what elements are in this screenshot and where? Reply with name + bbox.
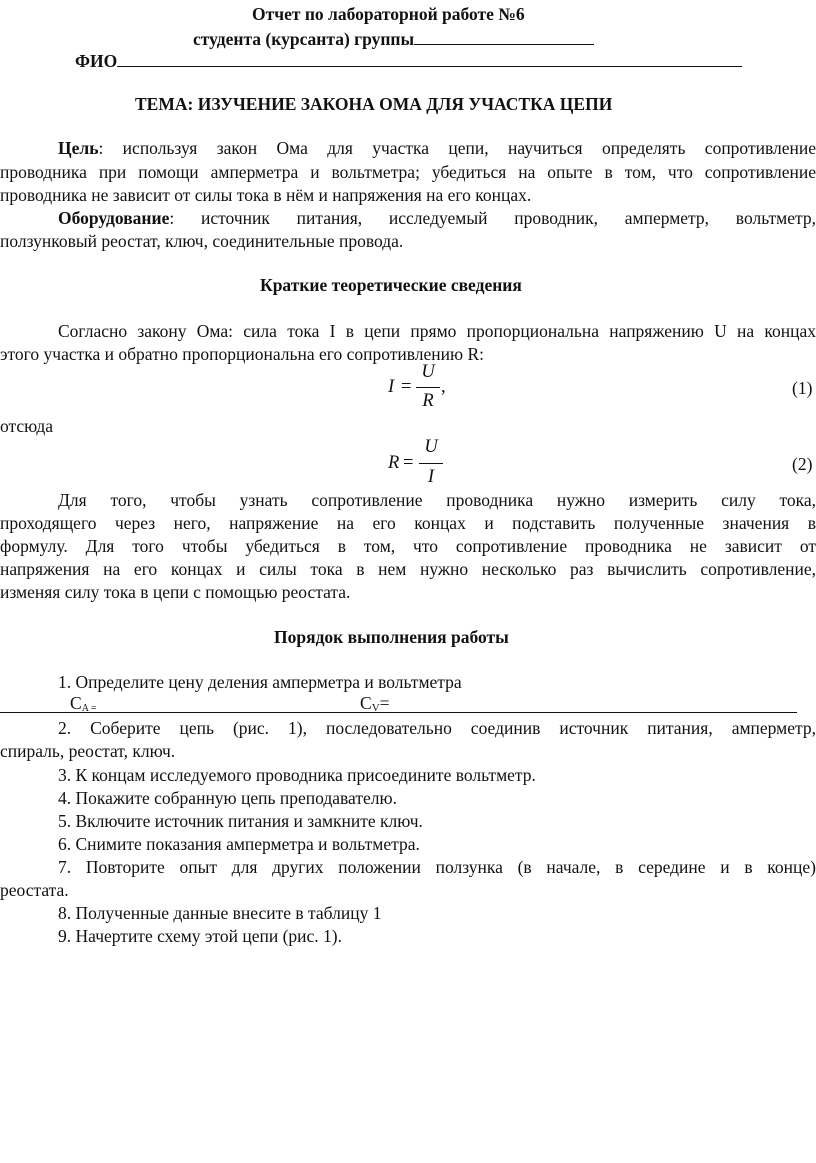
ca-subscript: A = — [81, 703, 97, 714]
formula-1-number: (1) — [792, 378, 813, 398]
equipment-label: Оборудование — [58, 208, 170, 228]
formula-1-lhs: I — [388, 377, 395, 397]
theory-intro-line-1: Согласно закону Ома: сила тока I в цепи прямо пропорциональна напряжению U на концах — [58, 321, 816, 341]
ca-field — [70, 693, 97, 714]
formula-2-eq: = — [403, 453, 414, 473]
formula-2-fraction-bar — [419, 463, 443, 464]
formula-1-eq: = — [401, 377, 412, 397]
fio-blank[interactable] — [117, 49, 742, 67]
student-group-label: студента (курсанта) группы — [193, 29, 415, 49]
formula-2-lhs: R — [388, 453, 400, 473]
topic-heading: ТЕМА: ИЗУЧЕНИЕ ЗАКОНА ОМА ДЛЯ УЧАСТКА ЦЕПИ — [135, 94, 613, 114]
step-7-line-2: реостата. — [0, 880, 69, 900]
ca-label: C — [70, 693, 82, 713]
formula-1 — [388, 362, 458, 418]
theory-para-line-3: формулу. Для того чтобы убедиться в том, что сопротивление проводника не зависит от — [0, 536, 816, 556]
step-9: 9. Начертите схему этой цепи (рис. 1). — [58, 926, 342, 946]
cv-field — [360, 693, 390, 714]
step-2-line-1: 2. Соберите цепь (рис. 1), последовательно соединив источник питания, амперметр, — [58, 718, 816, 738]
theory-para-line-1: Для того, чтобы узнать сопротивление проводника нужно измерить силу тока, — [58, 490, 816, 510]
cv-label: C — [360, 693, 372, 713]
goal-label: Цель — [58, 138, 99, 158]
fio-label: ФИО — [75, 51, 118, 71]
theory-heading: Краткие теоретические сведения — [260, 275, 522, 295]
formula-1-numerator: U — [421, 362, 435, 382]
step-1: 1. Определите цену деления амперметра и вольтметра — [58, 672, 462, 692]
formula-1-comma: , — [441, 377, 446, 397]
cv-subscript: V — [371, 702, 380, 714]
formula-1-denominator: R — [422, 391, 434, 411]
student-group-line — [193, 27, 594, 50]
goal-line-1: Цель: используя закон Ома для участка цепи, научиться определять сопротивление — [58, 138, 816, 158]
cv-equals: = — [379, 693, 390, 713]
fio-line — [75, 49, 742, 72]
step-5: 5. Включите источник питания и замкните ключ. — [58, 811, 423, 831]
procedure-heading: Порядок выполнения работы — [274, 627, 509, 647]
formula-1-fraction-bar — [416, 387, 440, 388]
equipment-line-2: ползунковый реостат, ключ, соединительные провода. — [0, 231, 404, 251]
step-2-line-2: спираль, реостат, ключ. — [0, 741, 176, 761]
formula-2 — [388, 437, 458, 493]
hence-word: отсюда — [0, 416, 54, 436]
step-7-line-1: 7. Повторите опыт для других положении ползунка (в начале, в середине и в конце) — [58, 857, 816, 877]
step-4: 4. Покажите собранную цепь преподавателю. — [58, 788, 397, 808]
theory-intro-line-2: этого участка и обратно пропорциональна его сопротивлению R: — [0, 344, 485, 364]
theory-para-line-2: проходящего через него, напряжение на его концах и подставить полученные значения в — [0, 513, 816, 533]
report-title: Отчет по лабораторной работе №6 — [252, 4, 525, 24]
step-8: 8. Полученные данные внесите в таблицу 1 — [58, 903, 382, 923]
step-3: 3. К концам исследуемого проводника присоедините вольтметр. — [58, 765, 536, 785]
goal-line-3: проводника не зависит от силы тока в нём и напряжения на его концах. — [0, 185, 532, 205]
goal-line-2: проводника при помощи амперметра и вольтметра; убедиться на опыте в том, что сопротивление — [0, 162, 816, 182]
theory-para-line-4: напряжения на его концах и силы тока в нем нужно несколько раз вычислить сопротивление, — [0, 559, 816, 579]
formula-2-numerator: U — [424, 437, 438, 457]
formula-2-number: (2) — [792, 454, 813, 474]
group-blank[interactable] — [414, 27, 594, 45]
formula-2-denominator: I — [427, 467, 435, 487]
theory-para-line-5: изменяя силу тока в цепи с помощью реостата. — [0, 582, 351, 602]
step-6: 6. Снимите показания амперметра и вольтметра. — [58, 834, 420, 854]
equipment-line-1: Оборудование: источник питания, исследуемый проводник, амперметр, вольтметр, — [58, 208, 816, 228]
measurement-underline[interactable] — [0, 712, 797, 713]
